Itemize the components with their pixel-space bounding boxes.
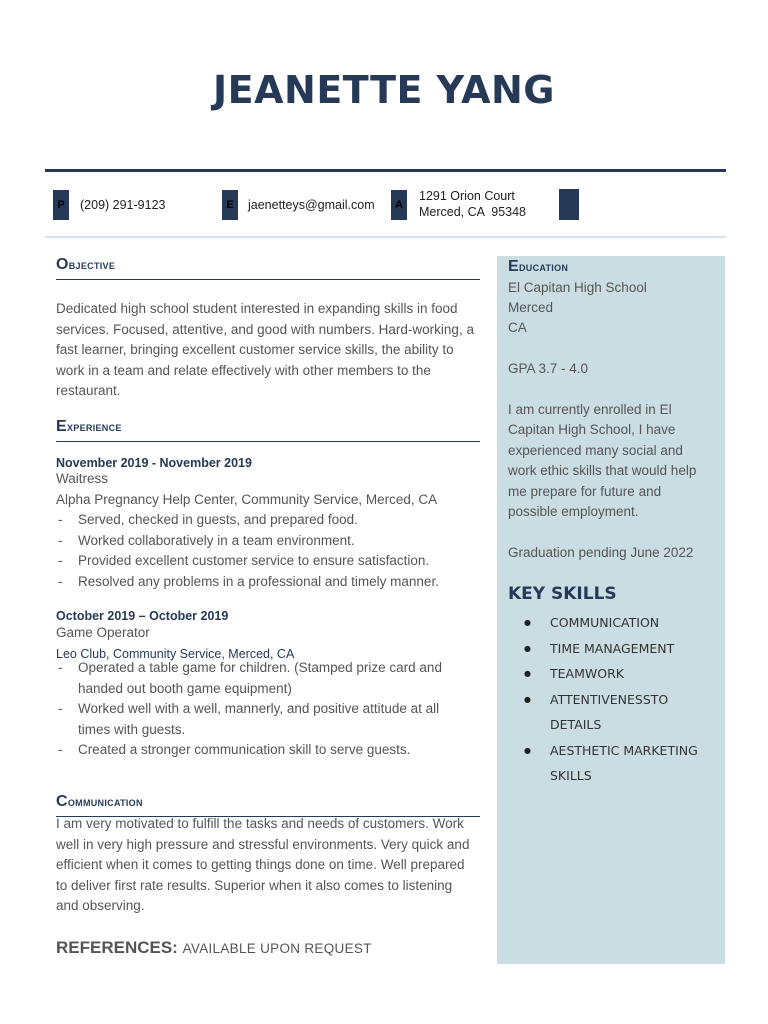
job-duties-list — [56, 658, 456, 761]
address-line-1: 1291 Orion Court — [419, 189, 515, 203]
education-heading: Education — [508, 258, 569, 275]
phone-number: (209) 291-9123 — [80, 198, 166, 212]
education-school: El Capitan High School — [508, 280, 647, 295]
email-address: jaenetteys@gmail.com — [248, 198, 375, 212]
job-organization: Alpha Pregnancy Help Center, Community Service, Merced, CA — [56, 492, 438, 507]
resume-name: JEANETTE YANG — [213, 68, 555, 112]
references-label: REFERENCES: — [56, 938, 178, 957]
education-state: CA — [508, 320, 527, 335]
job-duty: - Provided excellent customer service to ensure satisfaction. — [56, 551, 476, 572]
references-line — [56, 938, 372, 958]
job-duty: - Resolved any problems in a professional and timely manner. — [56, 572, 476, 593]
address-badge: A — [391, 190, 407, 220]
job-duty: - Operated a table game for children. (Stamped prize card and handed out booth game equipment) — [56, 658, 456, 699]
job-duty: - Worked collaboratively in a team environment. — [56, 531, 476, 552]
skill-item: ● COMMUNICATION — [508, 610, 718, 636]
skill-item: ● TIME MANAGEMENT — [508, 636, 718, 662]
email-badge: E — [222, 190, 238, 220]
job-duty: - Created a stronger communication skill to serve guests. — [56, 740, 456, 761]
skill-item: ● TEAMWORK — [508, 661, 718, 687]
job-title: Waitress — [56, 471, 109, 486]
communication-heading: Communication — [56, 793, 480, 817]
job-dates: October 2019 – October 2019 — [56, 609, 229, 623]
decorative-block — [559, 189, 579, 220]
education-graduation: Graduation pending June 2022 — [508, 545, 694, 560]
education-gpa: GPA 3.7 - 4.0 — [508, 361, 589, 376]
key-skills-list — [508, 610, 718, 789]
references-value: AVAILABLE UPON REQUEST — [182, 941, 372, 956]
job-organization: Leo Club, Community Service, Merced, CA — [56, 647, 295, 661]
job-duty: - Served, checked in guests, and prepared food. — [56, 510, 476, 531]
skill-item: ● ATTENTIVENESSTO DETAILS — [508, 687, 718, 738]
job-duty: - Worked well with a well, mannerly, and positive attitude at all times with guests. — [56, 699, 456, 740]
job-dates: November 2019 - November 2019 — [56, 456, 252, 470]
objective-text: Dedicated high school student interested in expanding skills in food services. Focused, attentive, and good with numbers. Hard-working, a fast learner, bringing excellent customer service skills, the ability to work in a team and relate effectively with other members to the restaurant. — [56, 301, 474, 398]
objective-heading: Objective — [56, 256, 480, 280]
job-duties-list — [56, 510, 476, 592]
header-divider-bottom — [45, 236, 726, 238]
header-divider-top — [45, 169, 726, 172]
communication-text: I am very motivated to fulfill the tasks and needs of customers. Work well in very high pressure and stressful environments. Very quick and efficient when it comes to getting things done on time. Well prepared to deliver first rate results. Superior when it also comes to listening and observing. — [56, 816, 470, 913]
phone-badge: P — [53, 190, 69, 220]
education-note: I am currently enrolled in El Capitan High School, I have experienced many social and work ethic skills that would help me prepare for future and possible employment. — [508, 402, 697, 520]
job-title: Game Operator — [56, 625, 150, 640]
education-city: Merced — [508, 300, 554, 315]
skill-item: ● AESTHETIC MARKETING SKILLS — [508, 738, 718, 789]
experience-heading: Experience — [56, 418, 480, 442]
key-skills-heading: KEY SKILLS — [508, 584, 617, 604]
address-line-2: Merced, CA 95348 — [419, 205, 527, 219]
